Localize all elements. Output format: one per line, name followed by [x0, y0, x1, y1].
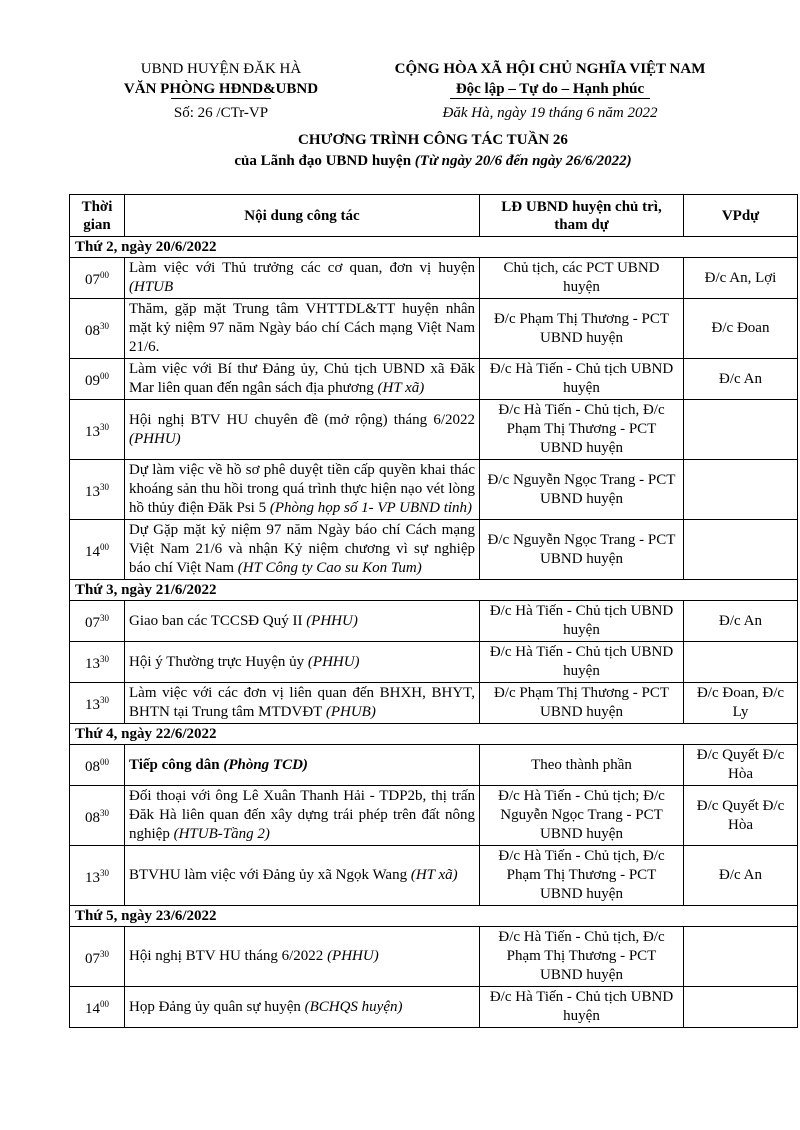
content-location: (PHHU) [129, 430, 181, 447]
table-row [70, 846, 798, 906]
motto-underline [450, 98, 650, 99]
time-minute: 00 [100, 757, 109, 767]
time-minute: 30 [100, 421, 109, 432]
header-time: Thời gian [70, 195, 125, 237]
vp-cell: Đ/c Quyết Đ/c Hòa [684, 786, 798, 846]
content-location: (PHHU) [306, 612, 358, 629]
time-cell [70, 642, 125, 683]
content-text: Giao ban các TCCSĐ Quý II [129, 612, 303, 629]
content-cell [125, 987, 480, 1028]
content-cell [125, 846, 480, 906]
lead-cell: Đ/c Hà Tiến - Chủ tịch, Đ/c Phạm Thị Thương - PCT UBND huyện [480, 846, 684, 906]
country-name: CỘNG HÒA XÃ HỘI CHỦ NGHĨA VIỆT NAM [394, 61, 706, 77]
lead-cell: Đ/c Phạm Thị Thương - PCT UBND huyện [480, 683, 684, 724]
content-cell [125, 927, 480, 987]
time-hour: 14 [85, 1001, 100, 1017]
table-row [70, 520, 798, 580]
time-hour: 09 [85, 373, 100, 389]
subtitle-range: (Từ ngày 20/6 đến ngày 26/6/2022) [414, 153, 632, 169]
content-location: (HT xã) [410, 867, 458, 883]
time-hour: 13 [85, 697, 100, 713]
schedule-body [70, 237, 798, 1028]
time-cell [70, 400, 125, 460]
time-hour: 08 [85, 322, 100, 339]
time-hour: 08 [85, 809, 100, 826]
day-header-row [70, 580, 798, 601]
time-minute: 30 [100, 481, 109, 492]
time-minute: 30 [100, 867, 109, 878]
time-minute: 00 [100, 999, 109, 1009]
table-row [70, 987, 798, 1028]
time-hour: 13 [85, 483, 100, 500]
lead-cell: Đ/c Nguyễn Ngọc Trang - PCT UBND huyện [480, 460, 684, 520]
table-row [70, 927, 798, 987]
time-hour: 07 [85, 272, 100, 288]
schedule-table [69, 194, 798, 1028]
time-hour: 14 [85, 543, 100, 560]
table-row [70, 642, 798, 683]
vp-cell [684, 520, 798, 580]
content-cell [125, 642, 480, 683]
content-cell [125, 601, 480, 642]
time-minute: 30 [100, 948, 109, 959]
content-text: Hội nghị BTV HU chuyên đề (mở rộng) tháng 6/2022 [129, 411, 475, 428]
time-minute: 30 [100, 654, 109, 664]
subtitle-main: của Lãnh đạo UBND huyện [234, 153, 412, 169]
vp-cell: Đ/c An [684, 601, 798, 642]
content-location: (HTUB [129, 279, 174, 295]
time-minute: 30 [100, 613, 109, 623]
time-minute: 00 [100, 270, 109, 280]
content-cell [125, 520, 480, 580]
time-hour: 08 [85, 759, 100, 775]
national-motto: Độc lập – Tự do – Hạnh phúc [455, 81, 645, 97]
table-row [70, 460, 798, 520]
vp-cell: Đ/c An [684, 846, 798, 906]
time-cell [70, 846, 125, 906]
time-cell [70, 683, 125, 724]
content-cell [125, 258, 480, 299]
lead-cell: Đ/c Hà Tiến - Chủ tịch UBND huyện [480, 359, 684, 400]
day-label: Thứ 5, ngày 23/6/2022 [70, 906, 798, 927]
table-row [70, 601, 798, 642]
content-cell [125, 786, 480, 846]
header-content: Nội dung công tác [125, 195, 480, 237]
header-lead: LĐ UBND huyện chủ trì, tham dự [480, 195, 684, 237]
time-minute: 30 [100, 320, 109, 331]
content-cell [125, 745, 480, 786]
content-location: (PHUB) [325, 704, 376, 720]
content-location: (HT xã) [377, 380, 425, 396]
lead-cell: Đ/c Phạm Thị Thương - PCT UBND huyện [480, 299, 684, 359]
content-text: Hội nghị BTV HU tháng 6/2022 [129, 948, 324, 964]
document-number: Số: 26 /CTr-VP [173, 105, 269, 121]
time-cell [70, 460, 125, 520]
content-cell [125, 400, 480, 460]
lead-cell: Theo thành phần [480, 745, 684, 786]
content-text: Hội ý Thường trực Huyện ủy [129, 653, 305, 670]
time-hour: 13 [85, 656, 100, 672]
time-minute: 00 [100, 541, 109, 552]
vp-cell [684, 400, 798, 460]
time-minute: 30 [100, 695, 109, 705]
content-text: Làm việc với Bí thư Đảng ủy, Chủ tịch UBND xã Đăk Mar liên quan đến ngân sách địa phương [129, 361, 475, 396]
content-cell [125, 299, 480, 359]
time-cell [70, 745, 125, 786]
day-label: Thứ 4, ngày 22/6/2022 [70, 724, 798, 745]
content-text: Tiếp công dân [129, 756, 220, 773]
document-date: Đăk Hà, ngày 19 tháng 6 năm 2022 [442, 105, 658, 121]
org-line2: VĂN PHÒNG HĐND&UBND [123, 81, 319, 97]
document-title: CHƯƠNG TRÌNH CÔNG TÁC TUẦN 26 [298, 132, 568, 148]
time-cell [70, 786, 125, 846]
content-text: Dự Gặp mặt kỷ niệm 97 năm Ngày báo chí Cách mạng Việt Nam 21/6 và nhận Kỷ niệm chương vì sự nghiệp báo chí Việt Nam [129, 522, 475, 576]
lead-cell: Đ/c Nguyễn Ngọc Trang - PCT UBND huyện [480, 520, 684, 580]
time-cell [70, 299, 125, 359]
day-header-row [70, 237, 798, 258]
content-text: Đối thoại với ông Lê Xuân Thanh Hải - TDP2b, thị trấn Đăk Hà liên quan đến xây dựng trái phép trên đất nông nghiệp [129, 788, 475, 842]
content-cell [125, 359, 480, 400]
org-underline [171, 98, 271, 99]
vp-cell: Đ/c An, Lợi [684, 258, 798, 299]
lead-cell: Chủ tịch, các PCT UBND huyện [480, 258, 684, 299]
lead-cell: Đ/c Hà Tiến - Chủ tịch UBND huyện [480, 601, 684, 642]
time-hour: 07 [85, 615, 100, 631]
vp-cell [684, 927, 798, 987]
lead-cell: Đ/c Hà Tiến - Chủ tịch UBND huyện [480, 642, 684, 683]
time-cell [70, 359, 125, 400]
day-header-row [70, 906, 798, 927]
org-line1: UBND HUYỆN ĐĂK HÀ [140, 61, 302, 77]
lead-cell: Đ/c Hà Tiến - Chủ tịch UBND huyện [480, 987, 684, 1028]
content-text: Thăm, gặp mặt Trung tâm VHTTDL&TT huyện nhân mặt kỷ niệm 97 năm Ngày báo chí Cách mạng Việt Nam 21/6. [129, 301, 475, 355]
vp-cell [684, 987, 798, 1028]
content-text: Làm việc với Thủ trưởng các cơ quan, đơn vị huyện [129, 260, 475, 276]
vp-cell: Đ/c Đoan [684, 299, 798, 359]
content-location: (BCHQS huyện) [304, 998, 403, 1015]
vp-cell: Đ/c Quyết Đ/c Hòa [684, 745, 798, 786]
lead-cell: Đ/c Hà Tiến - Chủ tịch, Đ/c Phạm Thị Thương - PCT UBND huyện [480, 927, 684, 987]
vp-cell: Đ/c An [684, 359, 798, 400]
time-cell [70, 520, 125, 580]
content-location: (Phòng TCD) [223, 756, 308, 773]
table-row [70, 400, 798, 460]
table-row [70, 299, 798, 359]
time-cell [70, 987, 125, 1028]
content-text: Họp Đảng ủy quân sự huyện [129, 998, 301, 1015]
time-cell [70, 601, 125, 642]
content-cell [125, 683, 480, 724]
document-subtitle [69, 152, 797, 170]
table-row [70, 683, 798, 724]
time-hour: 13 [85, 423, 100, 440]
lead-cell: Đ/c Hà Tiến - Chủ tịch, Đ/c Phạm Thị Thương - PCT UBND huyện [480, 400, 684, 460]
vp-cell [684, 460, 798, 520]
header-vp: VPdự [684, 195, 798, 237]
lead-cell: Đ/c Hà Tiến - Chủ tịch; Đ/c Nguyễn Ngọc Trang - PCT UBND huyện [480, 786, 684, 846]
day-header-row [70, 724, 798, 745]
time-hour: 07 [85, 950, 100, 967]
vp-cell: Đ/c Đoan, Đ/c Ly [684, 683, 798, 724]
table-row [70, 745, 798, 786]
content-location: (HTUB-Tầng 2) [173, 826, 270, 842]
content-location: (HT Công ty Cao su Kon Tum) [237, 560, 422, 576]
time-cell [70, 258, 125, 299]
time-hour: 13 [85, 869, 100, 886]
vp-cell [684, 642, 798, 683]
content-cell [125, 460, 480, 520]
content-location: (PHHU) [327, 948, 379, 964]
time-minute: 30 [100, 807, 109, 818]
table-row [70, 359, 798, 400]
content-location: (Phòng họp số 1- VP UBND tỉnh) [269, 500, 473, 516]
table-row [70, 258, 798, 299]
content-location: (PHHU) [307, 653, 360, 670]
time-minute: 00 [100, 371, 109, 381]
time-cell [70, 927, 125, 987]
day-label: Thứ 3, ngày 21/6/2022 [70, 580, 798, 601]
table-row [70, 786, 798, 846]
day-label: Thứ 2, ngày 20/6/2022 [70, 237, 798, 258]
content-text: Làm việc với các đơn vị liên quan đến BHXH, BHYT, BHTN tại Trung tâm MTDVĐT [129, 685, 475, 720]
content-text: BTVHU làm việc với Đảng ủy xã Ngọk Wang [129, 867, 408, 883]
content-text: Dự làm việc về hồ sơ phê duyệt tiền cấp quyền khai thác khoáng sản thu hồi trong quá trình thực hiện nạo vét lòng hồ thủy điện Đăk Psi 5 [129, 462, 475, 516]
table-header-row [70, 195, 798, 237]
